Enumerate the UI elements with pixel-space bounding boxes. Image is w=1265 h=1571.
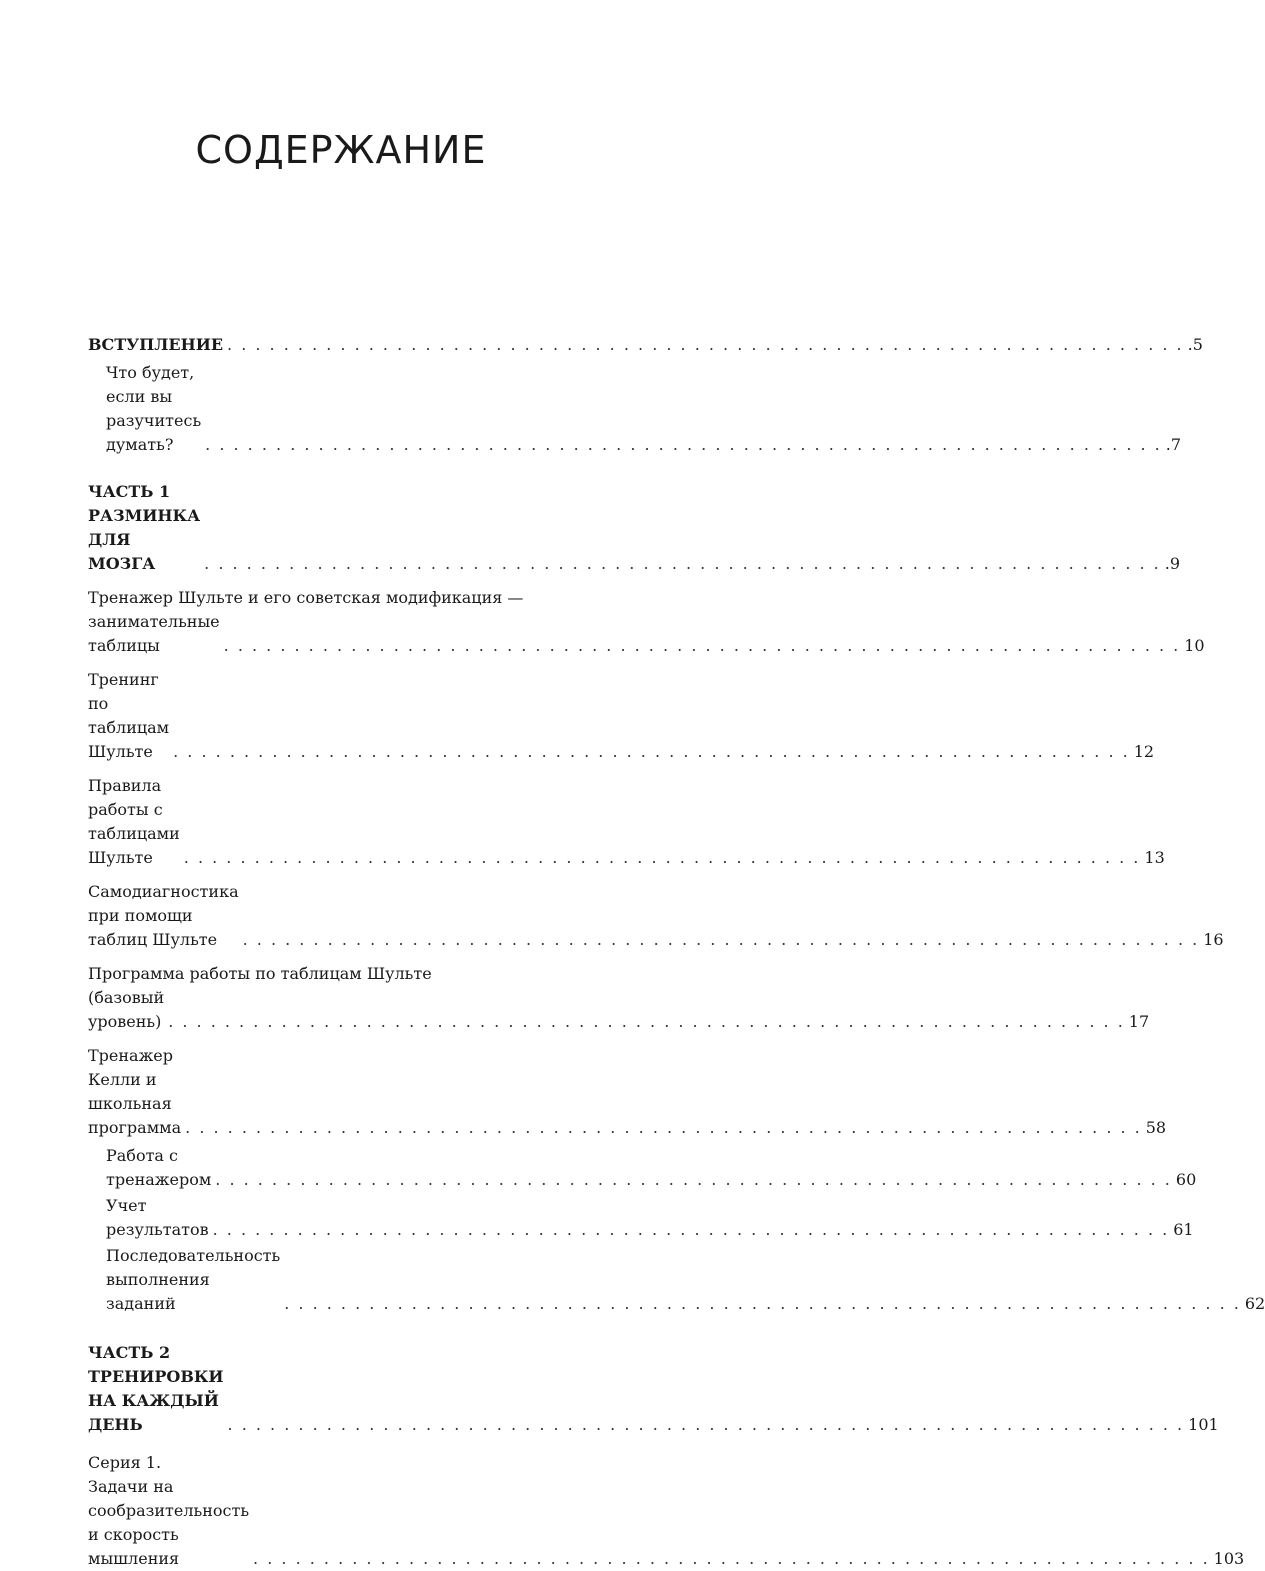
table-of-contents <box>88 333 1265 1571</box>
toc-entry-part-2[interactable] <box>88 1365 1219 1437</box>
page-title: СОДЕРЖАНИЕ <box>195 128 487 172</box>
toc-entry-page: 10 <box>1184 636 1205 655</box>
toc-entry-schulte-training[interactable] <box>88 668 1155 764</box>
toc-entry-page: 16 <box>1203 930 1224 949</box>
leader-dots: . . . . . . . . . . . . . . . . . . . . . . . . . . . . . . . . . . . . . . . . . . . . . . . . . . . . . . . . . . . . . . . . . . . . <box>185 1118 1142 1137</box>
toc-entry-page: 101 <box>1188 1415 1219 1434</box>
toc-entry-schulte-program[interactable] <box>88 986 1150 1034</box>
toc-entry-label: Последовательность выполнения заданий <box>106 1246 281 1313</box>
toc-entry-label: Самодиагностика при помощи таблиц Шульте <box>88 882 239 949</box>
toc-subentry-sequence[interactable] <box>106 1244 1265 1316</box>
toc-subentry-trainer-work[interactable] <box>106 1144 1197 1192</box>
toc-entry-line: Серия 1. <box>88 1453 162 1472</box>
toc-entry-label: ТРЕНИРОВКИ НА КАЖДЫЙ ДЕНЬ <box>88 1367 224 1434</box>
toc-entry-label: Правила работы с таблицами Шульте <box>88 776 180 867</box>
toc-entry-schulte-trainer[interactable] <box>88 610 1205 658</box>
leader-dots: . . . . . . . . . . . . . . . . . . . . . . . . . . . . . . . . . . . . . . . . . . . . . . . . . . . . . . . . . . . . . . . . . . . . <box>215 1170 1172 1189</box>
part-1-number: ЧАСТЬ 1 <box>88 482 171 501</box>
toc-entry-label: Учет результатов <box>106 1196 209 1239</box>
toc-entry-intro-sub[interactable] <box>106 361 1182 457</box>
toc-entry-label: Задачи на сообразительность и скорость мышления <box>88 1477 250 1568</box>
toc-entry-series-1[interactable] <box>88 1475 1245 1571</box>
toc-entry-page: .9 <box>1164 554 1181 573</box>
toc-entry-label: занимательные таблицы <box>88 612 220 655</box>
toc-entry-page: 61 <box>1173 1220 1194 1239</box>
leader-dots: . . . . . . . . . . . . . . . . . . . . . . . . . . . . . . . . . . . . . . . . . . . . . . . . . . . . . . . . . . . . . . . . . . . . <box>168 1012 1125 1031</box>
toc-entry-line: Тренажер Шульте и его советская модификация — <box>88 588 524 607</box>
toc-entry-label: Тренажер Келли и школьная программа <box>88 1046 182 1137</box>
leader-dots: . . . . . . . . . . . . . . . . . . . . . . . . . . . . . . . . . . . . . . . . . . . . . . . . . . . . . . . . . . . . . . . . . . . . <box>223 636 1181 655</box>
part-2-number: ЧАСТЬ 2 <box>88 1343 171 1362</box>
leader-dots: . . . . . . . . . . . . . . . . . . . . . . . . . . . . . . . . . . . . . . . . . . . . . . . . . . . . . . . . . . . . . . . . . . . . <box>204 554 1161 573</box>
toc-subentry-results[interactable] <box>106 1194 1194 1242</box>
toc-entry-schulte-rules[interactable] <box>88 774 1165 870</box>
toc-entry-page: 60 <box>1175 1170 1197 1189</box>
toc-entry-page: 12 <box>1133 742 1155 761</box>
toc-entry-page: 13 <box>1144 848 1165 867</box>
toc-entry-label: Работа с тренажером <box>106 1146 212 1189</box>
toc-entry-kelly-trainer[interactable] <box>88 1044 1167 1140</box>
leader-dots: . . . . . . . . . . . . . . . . . . . . . . . . . . . . . . . . . . . . . . . . . . . . . . . . . . . . . . . . . . . . . . . . . . . . <box>183 848 1141 867</box>
toc-entry-page: .7 <box>1165 435 1182 454</box>
toc-entry-intro[interactable] <box>88 333 1203 357</box>
toc-entry-line: Программа работы по таблицам Шульте <box>88 964 432 983</box>
leader-dots: . . . . . . . . . . . . . . . . . . . . . . . . . . . . . . . . . . . . . . . . . . . . . . . . . . . . . . . . . . . . . . . . . . . . <box>227 1415 1185 1434</box>
toc-entry-page: .5 <box>1187 335 1203 354</box>
toc-entry-part-1[interactable] <box>88 504 1181 576</box>
toc-entry-label: Тренинг по таблицам Шульте <box>88 670 170 761</box>
leader-dots: . . . . . . . . . . . . . . . . . . . . . . . . . . . . . . . . . . . . . . . . . . . . . . . . . . . . . . . . . . . . . . . . . . . . <box>173 742 1130 761</box>
toc-entry-page: 62 <box>1244 1294 1265 1313</box>
toc-entry-page: 103 <box>1213 1549 1245 1568</box>
toc-entry-self-diagnostics[interactable] <box>88 880 1224 952</box>
toc-entry-label: Что будет, если вы разучитесь думать? <box>106 363 202 454</box>
leader-dots: . . . . . . . . . . . . . . . . . . . . . . . . . . . . . . . . . . . . . . . . . . . . . . . . . . . . . . . . . . . . . . . . . . . . <box>284 1294 1241 1313</box>
leader-dots: . . . . . . . . . . . . . . . . . . . . . . . . . . . . . . . . . . . . . . . . . . . . . . . . . . . . . . . . . . . . . . . . . . . . <box>212 1220 1170 1239</box>
leader-dots: . . . . . . . . . . . . . . . . . . . . . . . . . . . . . . . . . . . . . . . . . . . . . . . . . . . . . . . . . . . . . . . . . . . . <box>242 930 1200 949</box>
leader-dots: . . . . . . . . . . . . . . . . . . . . . . . . . . . . . . . . . . . . . . . . . . . . . . . . . . . . . . . . . . . . . . . . . . . . <box>227 335 1184 354</box>
toc-entry-page: 17 <box>1128 1012 1150 1031</box>
toc-entry-label: (базовый уровень) <box>88 988 165 1031</box>
toc-entry-page: 58 <box>1145 1118 1167 1137</box>
toc-entry-label: ВСТУПЛЕНИЕ <box>88 335 224 354</box>
toc-entry-label: РАЗМИНКА ДЛЯ МОЗГА <box>88 506 201 573</box>
leader-dots: . . . . . . . . . . . . . . . . . . . . . . . . . . . . . . . . . . . . . . . . . . . . . . . . . . . . . . . . . . . . . . . . . . . . <box>253 1549 1210 1568</box>
leader-dots: . . . . . . . . . . . . . . . . . . . . . . . . . . . . . . . . . . . . . . . . . . . . . . . . . . . . . . . . . . . . . . . . . . . . <box>205 435 1162 454</box>
